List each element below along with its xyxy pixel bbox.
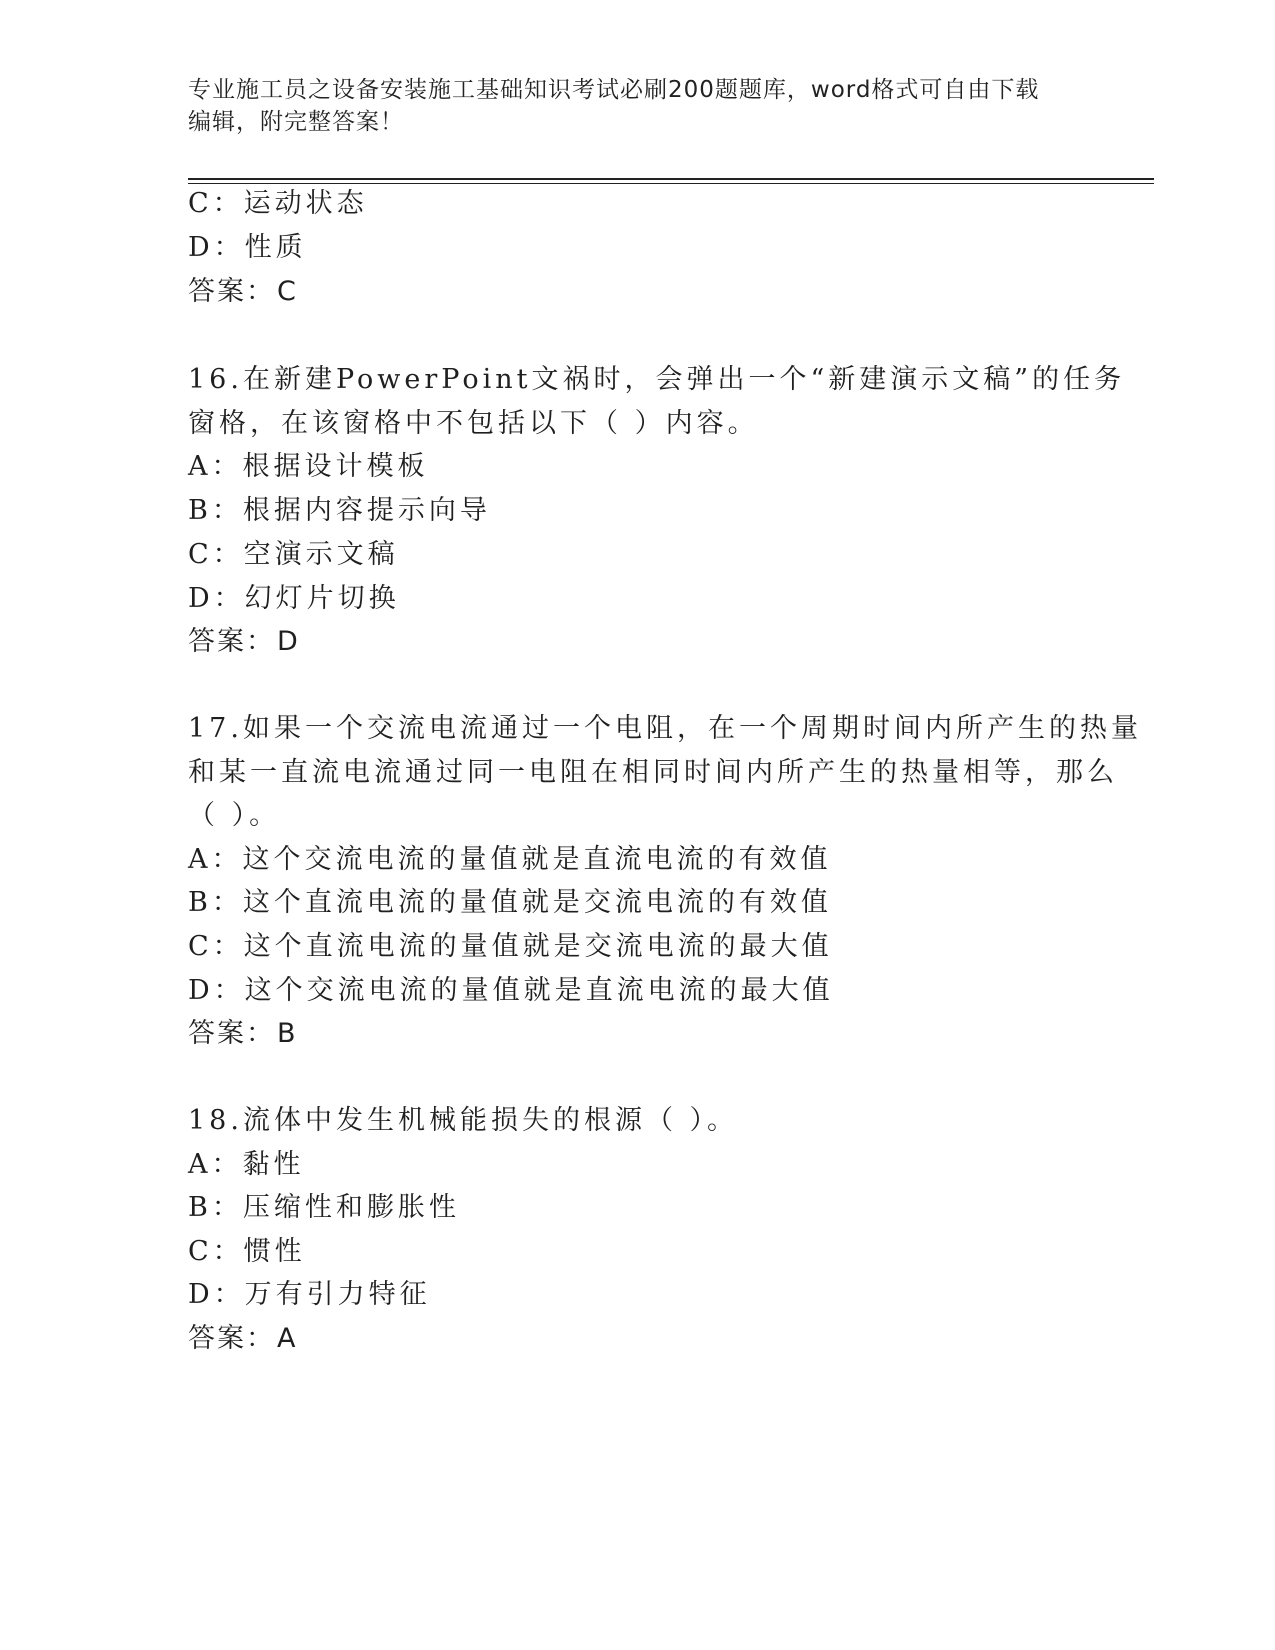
q16-answer — [188, 624, 300, 660]
q16-option-c: C：空演示文稿 — [188, 539, 399, 570]
q17-answer — [188, 1016, 298, 1052]
header-divider-thick — [188, 178, 1154, 180]
q16-stem-line-1: 16.在新建PowerPoint文祸时，会弹出一个“新建演示文稿”的任务 — [188, 364, 1126, 395]
q17-option-c: C：这个直流电流的量值就是交流电流的最大值 — [188, 931, 833, 962]
q18-option-a: A：黏性 — [188, 1149, 305, 1180]
q18-stem-line-1: 18.流体中发生机械能损失的根源（ ）。 — [188, 1105, 739, 1136]
q15-option-d: D：性质 — [188, 232, 307, 263]
q17-stem-line-2: 和某一直流电流通过同一电阻在相同时间内所产生的热量相等，那么 — [188, 757, 1118, 788]
document-header — [188, 74, 1088, 138]
q15-answer-label: 答案： — [188, 276, 275, 307]
q16-option-b: B：根据内容提示向导 — [188, 495, 491, 526]
q17-option-b: B：这个直流电流的量值就是交流电流的有效值 — [188, 887, 832, 918]
q18-option-d: D：万有引力特征 — [188, 1279, 431, 1310]
q18-answer-label: 答案： — [188, 1323, 275, 1354]
q18-option-b: B：压缩性和膨胀性 — [188, 1192, 460, 1223]
q16-stem-line-2: 窗格，在该窗格中不包括以下（ ）内容。 — [188, 408, 759, 439]
q15-answer-value: C — [277, 276, 298, 307]
header-line-2: 编辑，附完整答案！ — [188, 109, 404, 135]
q17-stem-line-3: （ ）。 — [188, 800, 281, 831]
q15-option-c: C：运动状态 — [188, 188, 368, 219]
q16-option-a: A：根据设计模板 — [188, 451, 429, 482]
q17-stem-line-1: 17.如果一个交流电流通过一个电阻，在一个周期时间内所产生的热量 — [188, 713, 1142, 744]
q17-option-d: D：这个交流电流的量值就是直流电流的最大值 — [188, 975, 834, 1006]
q16-answer-label: 答案： — [188, 626, 275, 657]
q18-answer-value: A — [277, 1323, 298, 1354]
q17-option-a: A：这个交流电流的量值就是直流电流的有效值 — [188, 844, 832, 875]
q18-answer — [188, 1321, 297, 1357]
q16-option-d: D：幻灯片切换 — [188, 583, 400, 614]
q17-answer-label: 答案： — [188, 1018, 275, 1049]
q16-answer-value: D — [277, 626, 300, 657]
q17-answer-value: B — [277, 1018, 298, 1049]
header-divider-thin — [188, 183, 1154, 184]
q15-answer — [188, 274, 298, 310]
q18-option-c: C：惯性 — [188, 1236, 306, 1267]
header-line-1: 专业施工员之设备安装施工基础知识考试必刷200题题库，word格式可自由下载 — [188, 77, 1040, 103]
